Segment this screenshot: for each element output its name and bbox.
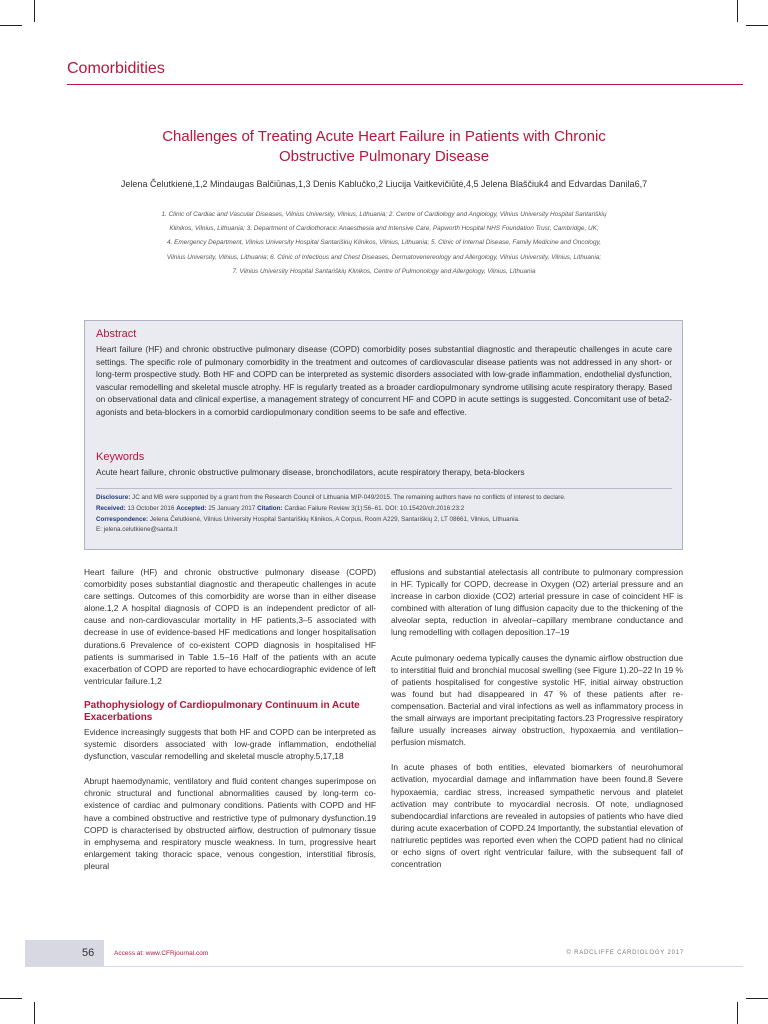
crop-mark [34,0,35,22]
received-date: 13 October 2016 [125,504,177,512]
journal-link[interactable]: Access at: www.CFRjournal.com [114,950,209,957]
affiliation-line: Vilnius University, Vilnius, Lithuania; 6. Clinic of Infectious and Chest Diseases, Dermatovenereology and Allergology, Vilnius University, Vilnius, Lithuania; [166,253,602,261]
accepted-date: 25 January 2017 [206,504,258,512]
keywords-heading: Keywords [96,451,145,463]
crop-mark [0,25,22,26]
paragraph: effusions and substantial atelectasis all contribute to pulmonary compression in HF. Typically for COPD, decrease in Oxygen (O2) arterial pressure and an increase in carbon dioxide (CO2) arterial pressure in case of coincident HF is combined with alteration of lung diffusion capacity due to the thickening of the alveolar septa, reduction in alveolar–capillary membrane conductance and lung remodelling with collagen deposition.17–19 [391,567,683,638]
accepted-label: Accepted: [176,504,207,512]
subsection-heading: Pathophysiology of Cardiopulmonary Continuum in Acute Exacerbations [84,699,360,724]
abstract-box [84,320,683,550]
crop-mark [746,998,768,999]
crop-mark [34,1002,35,1024]
paragraph: Abrupt haemodynamic, ventilatory and fluid content changes superimpose on chronic structural and functional abnormalities caused by long-term co-existence of cardiac and pulmonary conditions. Patients with COPD and HF have a combined obstructive and restrictive type of pulmonary dysfunction.19 COPD is characterised by obstructed airflow, destruction of pulmonary tissue in emphysema and respiratory muscle weakness. In turn, progressive heart enlargement taking thoracic space, venous congestion, interstitial fibrosis, pleural [84,776,376,871]
keywords-text: Acute heart failure, chronic obstructive pulmonary disease, bronchodilators, acute respiratory therapy, beta-blockers [96,467,525,477]
disclosure-line [96,493,672,504]
affiliation-line: Klinikos, Vilnius, Lithuania; 3. Department of Cardiothoracic Anaesthesia and Intensive Care, Papworth Hospital NHS Foundation Trust, Cambridge, UK; [169,225,599,233]
section-title: Comorbidities [67,60,165,77]
dates-line [96,504,672,515]
disclosure-label: Disclosure: [96,494,131,501]
abstract-text: Heart failure (HF) and chronic obstructive pulmonary disease (COPD) comorbidity poses substantial diagnostic and therapeutic challenges in acute care settings. The specific role of pulmonary comorbidity in the treatment and outcomes of cardiovascular disease patients was not addressed in any short- or long-term prospective study. Both HF and COPD can be interpreted as systemic disorders associated with low-grade inflammation, endothelial dysfunction, vascular remodelling and skeletal muscle atrophy. HF is regularly treated as a broader cardiopulmonary syndrome utilising acute respiratory therapy. Based on observational data and clinical expertise, a management strategy of concurrent HF and COPD in acute settings is suggested. Concomitant use of beta2-agonists and beta-blockers in a comorbid cardiopulmonary condition seems to be safe and effective. [96,344,672,417]
received-label: Received: [96,504,126,512]
page-number: 56 [82,947,95,959]
correspondence-text: Jelena Čelutkienė, Vilnius University Hospital Santariškių Klinikos, A Corpus, Room A229, Santariškių 2, LT 08661, Vilnius, Lithuania. [148,515,520,523]
footer-divider [25,966,743,967]
affiliation-line: 4. Emergency Department, Vilnius University Hospital Santariškių Klinikos, Vilnius, Lithuania; 5. Clinic of Internal Disease, Family Medicine and Oncology, [166,239,602,247]
author-list: Jelena Čelutkienė,1,2 Mindaugas Balčiūnas,1,3 Denis Kablučko,2 Liucija Vaitkevičiūtė,4,5 Jelena Blaščiuk4 and Edvardas Danila6,7 [120,179,648,189]
paragraph: In acute phases of both entities, elevated biomarkers of neurohumoral activation, myocardial damage and inflammation have been found.8 Severe hypoxaemia, cardiac stress, increased sympathetic nervous and platelet activation may contribute to myocardial necrosis. Of note, undiagnosed subendocardial infarctions are revealed in autopsies of patients who have died during acute exacerbation of COPD.24 Importantly, the substantial elevation of natriuretic peptides was reported even when the COPD patient had no clinical or echo signs of overt right ventricular failure, with the subsequent fall of concentration [391,762,683,870]
paragraph: Heart failure (HF) and chronic obstructive pulmonary disease (COPD) comorbidity poses substantial diagnostic and therapeutic challenges in acute care settings. Outcomes of this comorbidity are worse than in either disease alone.1,2 A hospital diagnosis of COPD is an independent predictor of all-cause and non-cardiovascular mortality in HF patients,3–5 associated with decrease in use of evidence-based HF medications and longer hospitalisation durations.6 Prevalence of co-existent COPD diagnosis in hospitalised HF patients is summarised in Table 1.5–16 Half of the patients with an acute exacerbation of COPD are reported to have echocardiographic evidence of left ventricular failure.1,2 [84,567,376,686]
body-column-left [84,566,376,885]
crop-mark [0,998,22,999]
title-line: Obstructive Pulmonary Disease [278,148,490,165]
copyright: © RADCLIFFE CARDIOLOGY 2017 [566,950,684,956]
disclosure-text: JC and MB were supported by a grant from the Research Council of Lithuania MIP-049/2015. The remaining authors have no conflicts of interest to declare. [130,494,566,501]
paragraph: Acute pulmonary oedema typically causes the dynamic airflow obstruction due to interstitial fluid and bronchial mucosal swelling (see Figure 1).20–22 In 19 % of patients hospitalised for congestive systolic HF, initial airway obstruction was found but had disappeared in 47 % of these patients after re-compensation. Bacterial and viral infections as well as inflammatory process in the small airways are important precipitating factors.23 Progressive respiratory failure usually increases airway obstruction, hypoxaemia and ventilation–perfusion mismatch. [391,652,683,748]
crop-mark [737,1002,738,1024]
crop-mark [737,0,738,22]
abstract-heading: Abstract [96,328,137,340]
abstract-divider [96,488,672,489]
paper-title [100,127,668,167]
citation-label: Citation: [257,504,283,512]
crop-mark [746,25,768,26]
body-column-right [391,566,683,883]
paragraph: Evidence increasingly suggests that both HF and COPD can be interpreted as systemic disorders associated with low-grade inflammation, endothelial dysfunction, vascular remodelling and skeletal muscle atrophy.5,17,18 [84,726,376,762]
correspondence-label: Correspondence: [96,515,149,523]
title-line: Challenges of Treating Acute Heart Failure in Patients with Chronic [162,128,606,145]
affiliation-line: 1. Clinic of Cardiac and Vascular Diseases, Vilnius University, Vilnius, Lithuania; 2. Centre of Cardiology and Angiology, Vilnius University Hospital Santariškių [161,211,607,218]
email-line: E: jelena.celutkiene@santa.lt [96,526,178,534]
citation-text: Cardiac Failure Review 3(1):56–61. DOI: 10.15420/cfr.2016:23:2 [282,504,465,512]
affiliations [60,208,708,279]
article-metadata [96,493,672,536]
affiliation-line: 7. Vilnius University Hospital Santariškių Klinikos, Centre of Pulmonology and Allergology, Vilnius, Lithuania [232,267,536,275]
section-divider [67,84,743,85]
correspondence-line [96,515,672,526]
